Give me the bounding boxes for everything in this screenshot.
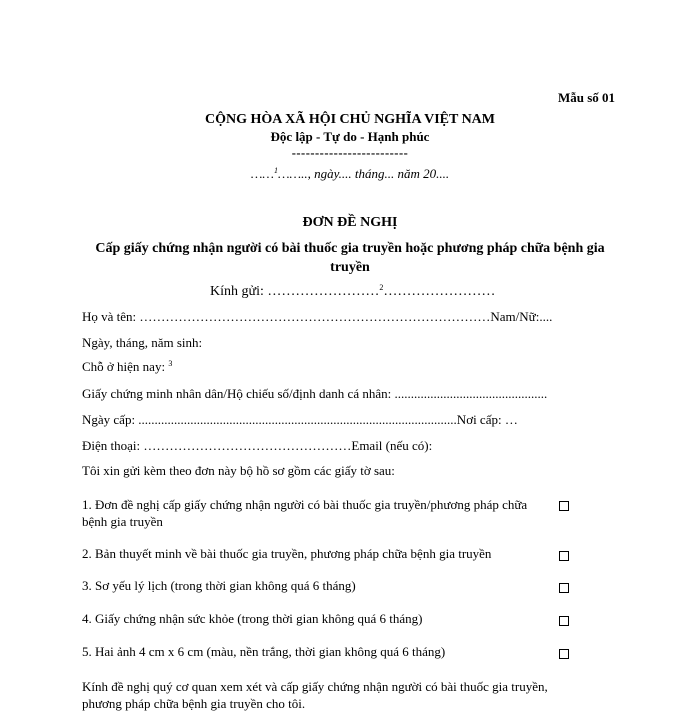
attachment-checkbox[interactable] [559, 501, 569, 511]
date-line-suffix: …….., ngày.... tháng... năm 20.... [277, 166, 450, 181]
attachment-item: 4. Giấy chứng nhận sức khỏe (trong thời gian không quá 6 tháng) [82, 611, 423, 626]
attachment-item: 5. Hai ảnh 4 cm x 6 cm (màu, nền trắng, thời gian không quá 6 tháng) [82, 644, 446, 659]
separator-line: ------------------------- [291, 146, 409, 160]
attachment-checkbox[interactable] [559, 583, 569, 593]
recipient-suffix: …………………… [383, 284, 496, 299]
field-full-name: Họ và tên: ………………………………………………………………………Nam/Nữ:.... [82, 309, 553, 324]
document-title: ĐƠN ĐỀ NGHỊ [302, 215, 398, 230]
footnote-marker-2: 2 [379, 283, 384, 292]
field-id-number: Giấy chứng minh nhân dân/Hộ chiếu số/định danh cá nhân: ............................................... [82, 386, 548, 401]
field-issue-date-place: Ngày cấp: ..................................................................................................Nơi cấp: … [82, 412, 518, 427]
attachment-checkbox[interactable] [559, 616, 569, 626]
field-address [82, 359, 172, 375]
field-phone-email: Điện thoại: …………………………………………Email (nếu có): [82, 438, 433, 453]
national-title: CỘNG HÒA XÃ HỘI CHỦ NGHĨA VIỆT NAM [204, 112, 495, 127]
date-line-prefix: …… [250, 166, 274, 181]
motto: Độc lập - Tự do - Hạnh phúc [270, 129, 430, 144]
footnote-marker-1: 1 [273, 166, 278, 175]
recipient-line [210, 284, 495, 300]
recipient-prefix: Kính gửi: …………………… [210, 284, 380, 299]
attachment-item: 3. Sơ yếu lý lịch (trong thời gian không quá 6 tháng) [82, 578, 356, 593]
attachments-intro: Tôi xin gửi kèm theo đơn này bộ hồ sơ gồm các giấy tờ sau: [82, 463, 395, 478]
date-line [0, 166, 700, 182]
document-subtitle: Cấp giấy chứng nhận người có bài thuốc gia truyền hoặc phương pháp chữa bệnh gia truyền [95, 241, 605, 275]
field-date-of-birth: Ngày, tháng, năm sinh: [82, 335, 203, 350]
footnote-marker-3: 3 [168, 359, 173, 368]
form-code: Mẫu số 01 [558, 90, 616, 105]
field-address-label: Chỗ ở hiện nay: [82, 359, 166, 374]
attachment-checkbox[interactable] [559, 551, 569, 561]
attachment-item: 2. Bản thuyết minh về bài thuốc gia truyền, phương pháp chữa bệnh gia truyền [82, 546, 492, 561]
attachment-item: 1. Đơn đề nghị cấp giấy chứng nhận người có bài thuốc gia truyền/phương pháp chữa bệnh gia truyền [82, 497, 528, 529]
attachment-checkbox[interactable] [559, 649, 569, 659]
closing-paragraph: Kính đề nghị quý cơ quan xem xét và cấp giấy chứng nhận người có bài thuốc gia truyền, phương pháp chữa bệnh gia truyền cho tôi. [82, 679, 548, 711]
